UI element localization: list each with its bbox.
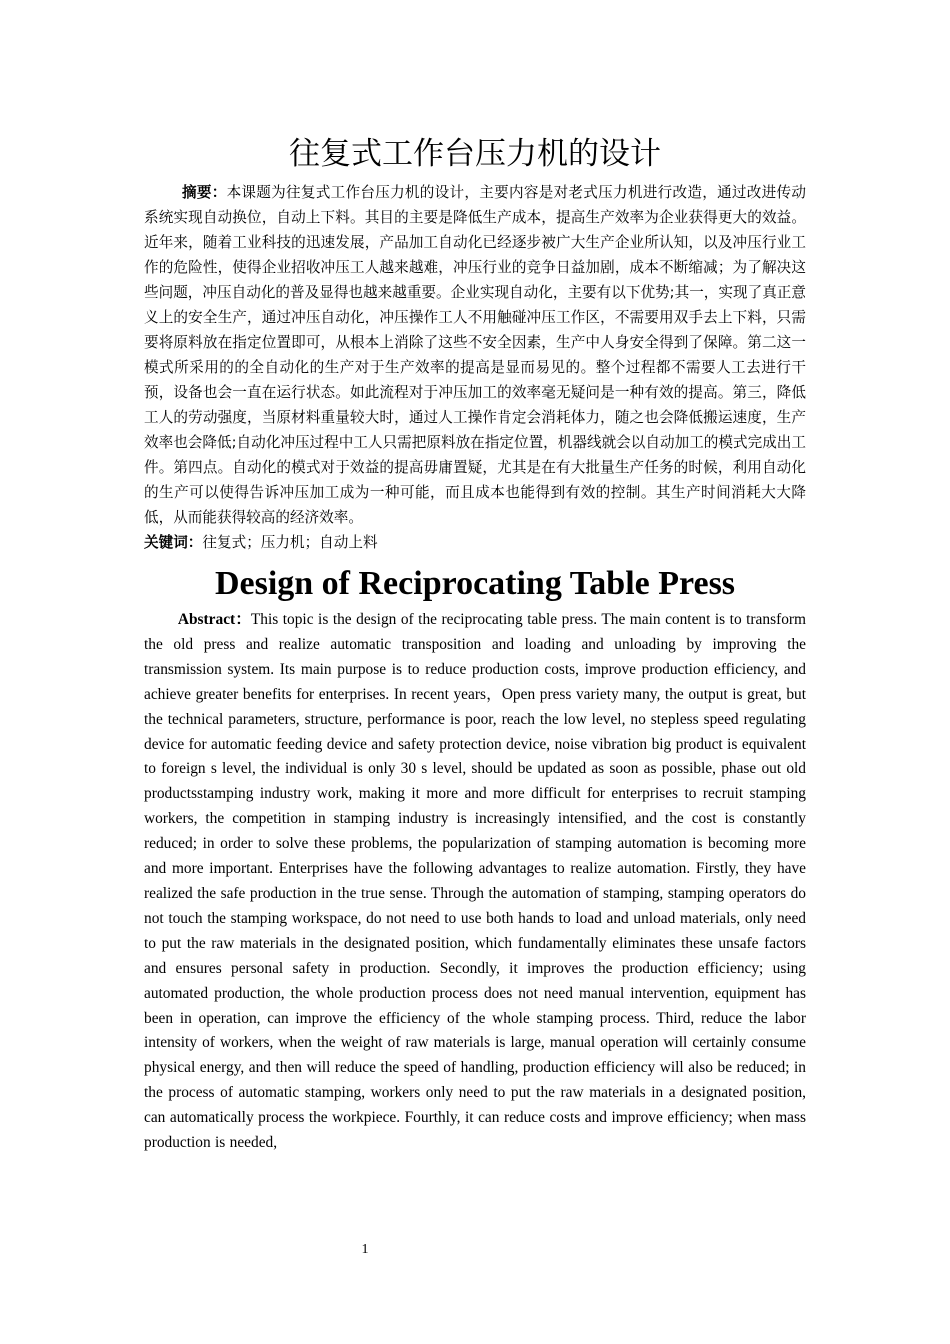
chinese-title: 往复式工作台压力机的设计 — [289, 136, 661, 172]
english-abstract-text: This topic is the design of the reciprocating table press. The main content is to transform the old press and realize automatic transposition and loading and unloading by improving the transmission system. Its main purpose is to reduce production costs, improve production efficiency, and achieve greater benefits for enterprises. In recent years，Open press variety many, the output is great, but the technical parameters, structure, performance is poor, reach the low level, no stepless speed regulating device for automatic feeding device and safety protection device, noise vibration big product is equivalent to foreign s level, the individual is only 30 s level, should be updated as soon as possible, phase out old productsstamping industry work, making it more and more difficult for enterprises to recruit stamping workers, the competition in stamping industry is increasingly intensified, and the cost is constantly reduced; in order to solve these problems, the popularization of stamping automation is becoming more and more important. Enterprises have the following advantages to realize automation. Firstly, they have realized the safe production in the true sense. Through the automation of stamping, stamping operators do not touch the stamping workspace, do not need to use both hands to load and unload materials, only need to put the raw materials in the designated position, which fundamentally eliminates these unsafe factors and ensures personal safety in production. Secondly, it improves the production efficiency; using automated production, the whole production process does not need manual intervention, equipment has been in operation, can improve the efficiency of the whole stamping process. Third, reduce the labor intensity of workers, when the weight of raw materials is large, manual operation will certainly consume physical energy, and then will reduce the speed of handling, production efficiency will also be reduced; in the process of automatic stamping, workers only need to put the raw materials in a designated position, can automatically process the workpiece. Fourthly, it can reduce costs and improve efficiency; when mass production is needed, — [144, 611, 806, 1152]
chinese-abstract-separator: ： — [211, 184, 227, 201]
page-number: 1 — [361, 1242, 369, 1257]
chinese-abstract-text: 本课题为往复式工作台压力机的设计，主要内容是对老式压力机进行改造，通过改进传动系统实现自动换位，自动上下料。其目的主要是降低生产成本，提高生产效率为企业获得更大的效益。近年来，随着工业科技的迅速发展，产品加工自动化已经逐步被广大生产企业所认知，以及冲压行业工作的危险性，使得企业招收冲压工人越来越难，冲压行业的竞争日益加剧，成本不断缩减；为了解决这些问题，冲压自动化的普及显得也越来越重要。企业实现自动化，主要有以下优势;其一，实现了真正意义上的安全生产，通过冲压自动化，冲压操作工人不用触碰冲压工作区，不需要用双手去上下料，只需要将原料放在指定位置即可，从根本上消除了这些不安全因素，生产中人身安全得到了保障。第二这一模式所采用的的全自动化的生产对于生产效率的提高是显而易见的。整个过程都不需要人工去进行干预，设备也会一直在运行状态。如此流程对于冲压加工的效率毫无疑问是一种有效的提高。第三，降低工人的劳动强度，当原材料重量较大时，通过人工操作肯定会消耗体力，随之也会降低搬运速度，生产效率也会降低;自动化冲压过程中工人只需把原料放在指定位置，机器线就会以自动加工的模式完成出工件。第四点。自动化的模式对于效益的提高毋庸置疑，尤其是在有大批量生产任务的时候，利用自动化的生产可以使得告诉冲压加工成为一种可能，而且成本也能得到有效的控制。其生产时间消耗大大降低，从而能获得较高的经济效率。 — [144, 184, 806, 526]
chinese-keywords-text: 往复式；压力机；自动上料 — [202, 534, 378, 551]
english-abstract-label: Abstract — [177, 611, 236, 628]
english-title: Design of Reciprocating Table Press — [214, 565, 736, 602]
chinese-abstract-label: 摘要 — [181, 184, 212, 201]
chinese-keywords — [144, 530, 806, 556]
chinese-keywords-label: 关键词 — [144, 534, 188, 551]
page-content — [144, 128, 806, 1156]
chinese-keywords-separator: ： — [187, 534, 203, 551]
english-abstract-separator: ： — [235, 611, 251, 628]
english-abstract — [144, 608, 806, 1156]
chinese-abstract — [144, 180, 806, 530]
